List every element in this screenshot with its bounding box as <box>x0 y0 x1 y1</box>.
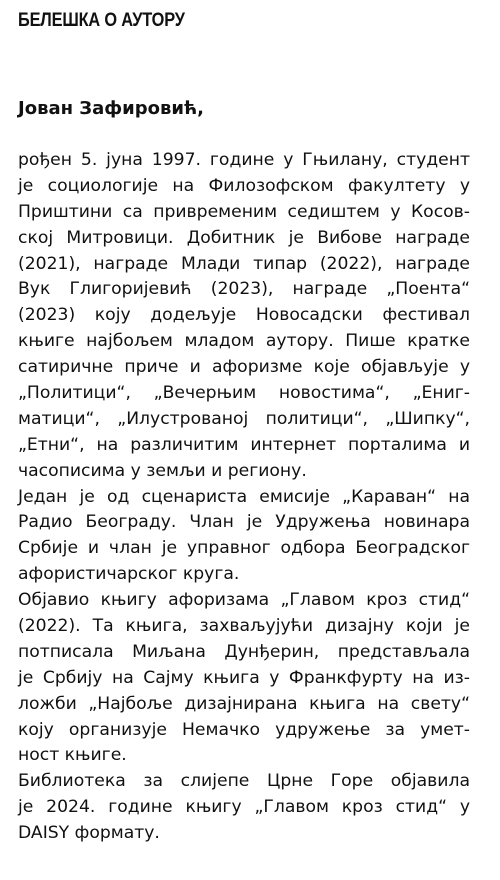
bio-line: DAISY формату. <box>18 823 160 844</box>
bio-line: коју организује Немачко удружење за умет- <box>18 719 470 740</box>
bio-line: рођен 5. јуна 1997. године у Гњилану, студент <box>18 150 470 170</box>
bio-line: је 2024. године књигу „Главом кроз стид“ у <box>18 797 470 818</box>
bio-line: потписала Миљана Дунђерин, представљала <box>18 641 470 662</box>
bio-line: (2021), награде Млади типар (2022), награде <box>18 253 470 274</box>
bio-line: Приштини са привременим седиштем у Косов- <box>18 201 470 222</box>
bio-line: Србије и члан је управног одбора Београдског <box>18 538 470 559</box>
bio-line: Вук Глигоријевић (2023), награде „Поента“ <box>18 279 470 300</box>
bio-line: Библиотека за слијепе Црне Горе објавила <box>18 771 470 792</box>
bio-line: (2023) коју додељује Новосадски фестивал <box>18 305 470 326</box>
bio-line: Радио Београду. Члан је Удружења новинара <box>18 512 470 533</box>
bio-line: ност књиге. <box>18 745 127 766</box>
bio-line: (2022). Та књига, захваљујући дизајну који је <box>18 616 470 637</box>
bio-line: ложби „Најбоље дизајнирана књига на свету“ <box>18 693 470 714</box>
bio-line: књиге најбољем младом аутору. Пише кратке <box>18 331 470 352</box>
bio-line: ској Митровици. Добитник је Вибове награде <box>18 227 470 248</box>
bio-line: афористичарског круга. <box>18 564 240 585</box>
bio-line: „Политици“, „Вечерњим новостима“, „Ениг- <box>18 383 470 404</box>
bio-line: „Етни“, на различитим интернет порталима и <box>18 434 470 455</box>
bio-line: сатиричне приче и афоризме које објављује у <box>18 357 470 378</box>
author-name: Јован Зафировић, <box>18 98 205 119</box>
section-title: БЕЛЕШКА О АУТОРУ <box>18 10 185 31</box>
bio-line: је Србију на Сајму књига у Франкфурту на из- <box>18 667 470 688</box>
bio-line: Један је од сценариста емисије „Караван“ на <box>18 486 470 507</box>
bio-line: Објавио књигу афоризама „Главом кроз стид“ <box>18 590 470 611</box>
author-biography <box>18 148 470 847</box>
bio-line: часописима у земљи и региону. <box>18 460 307 481</box>
bio-line: је социологије на Филозофском факултету у <box>18 175 470 196</box>
bio-line: матици“, „Илустрованој политици“, „Шипку“, <box>18 408 470 429</box>
